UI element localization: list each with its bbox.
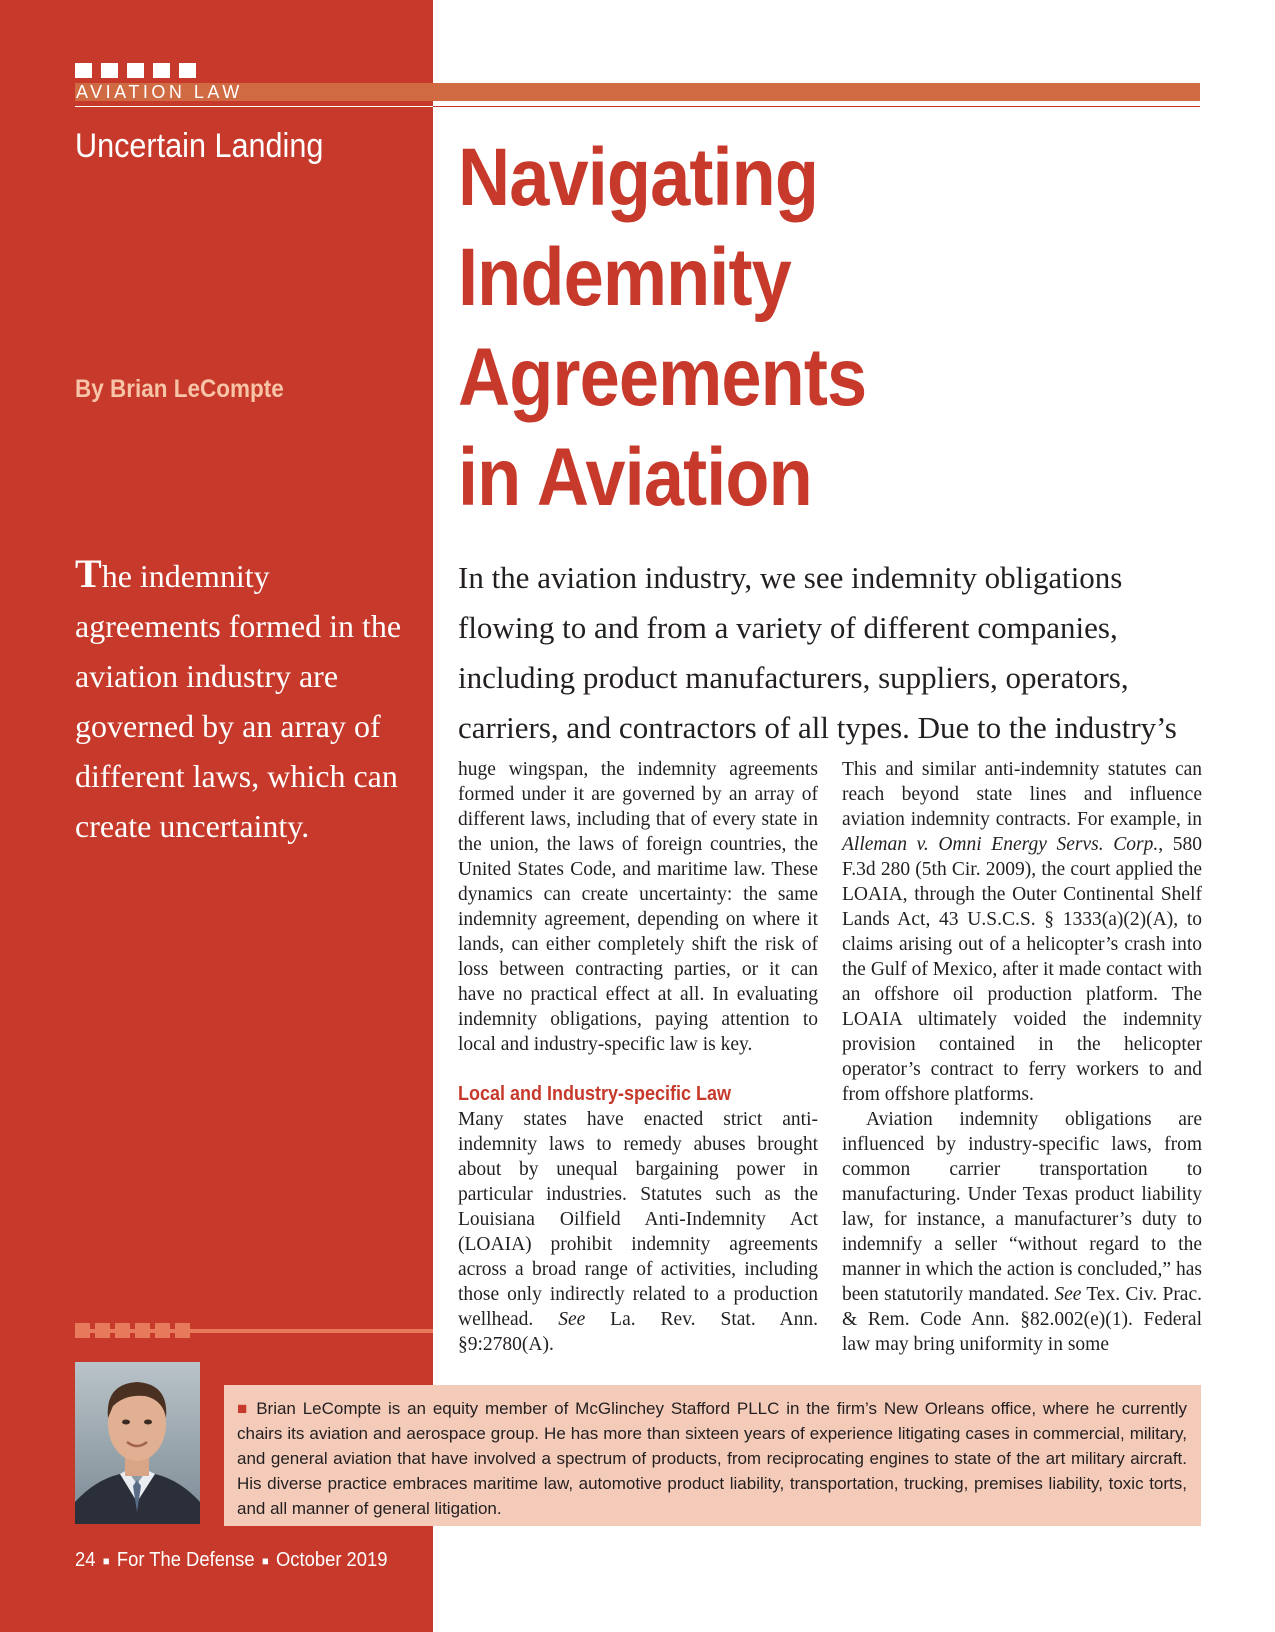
paragraph: huge wingspan, the indemnity agreements formed under it are governed by an array of different laws, including that of every state in the union, the laws of foreign countries, the United States Code, and maritime law. These dynamics can create uncertainty: the same indemnity agreement, depending on where it lands, can either completely shift the risk of loss between contracting parties, or it can have no practical effect at all. In evaluating indemnity obligations, paying attention to local and industry-specific law is key. <box>458 759 818 1055</box>
paragraph: Many states have enacted strict anti-indemnity laws to remedy abuses brought about by unequal bargaining power in particular industries. Statutes such as the Louisiana Oilfield Anti-Indemnity Act (LOAIA) prohibit indemnity agreements across a broad range of activities, including those only indirectly related to a production wellhead. See La. Rev. Stat. Ann. §9:2780(A). <box>458 1109 818 1355</box>
kicker: Uncertain Landing <box>75 127 324 165</box>
pull-quote-initial: T <box>75 551 102 596</box>
pull-quote <box>75 549 405 851</box>
bio-squares-decoration <box>75 1323 190 1338</box>
intro-line: In the aviation industry, we see indemnity obligations <box>458 560 1123 595</box>
byline: By Brian LeCompte <box>75 375 284 403</box>
body-column-2 <box>842 757 1202 1357</box>
bio-marker-icon: ■ <box>237 1399 250 1418</box>
see-signal: See <box>558 1309 586 1330</box>
intro-deck <box>458 553 1218 753</box>
section-squares-decoration <box>75 63 196 78</box>
page-number: 24 <box>75 1549 96 1571</box>
title-line: Navigating <box>458 132 819 223</box>
title-line: Indemnity <box>458 232 791 323</box>
author-bio <box>237 1396 1187 1521</box>
body-column-1 <box>458 757 818 1357</box>
intro-line: including product manufacturers, suppliers, operators, <box>458 660 1129 695</box>
see-signal: See <box>1054 1284 1082 1305</box>
publication-name: For The Defense <box>116 1549 255 1571</box>
intro-line: carriers, and contractors of all types. Due to the industry’s <box>458 710 1177 745</box>
section-band <box>75 83 1200 101</box>
title-line: in Aviation <box>458 432 812 523</box>
issue-date: October 2019 <box>275 1549 388 1571</box>
paragraph: Aviation indemnity obligations are influenced by industry-specific laws, from common carrier transportation to manufacturing. Under Texas product liability law, for instance, a manufacturer’s duty to indemnify a seller “without regard to the manner in which the action is concluded,” has been statutorily mandated. See Tex. Civ. Prac. & Rem. Code Ann. §82.002(e)(1). Federal law may bring uniformity in some <box>842 1109 1202 1355</box>
page-footer <box>75 1547 387 1574</box>
subheading: Local and Industry-specific Law <box>458 1083 732 1105</box>
author-photo <box>75 1362 200 1524</box>
section-label: AVIATION LAW <box>76 82 243 102</box>
pull-quote-text: he indemnity agreements formed in the aviation industry are governed by an array of different laws, which can create uncertainty. <box>75 558 402 844</box>
bio-text: Brian LeCompte is an equity member of McGlinchey Stafford PLLC in the firm’s New Orleans office, where he currently chairs its aviation and aerospace group. He has more than sixteen years of experience litigating cases in commercial, military, and general aviation that have involved a spectrum of products, from reciprocating engines to state of the art military aircraft. His diverse practice embraces maritime law, automotive product liability, transportation, trucking, premises liability, toxic torts, and all manner of general litigation. <box>237 1399 1187 1518</box>
article-title <box>458 128 1092 528</box>
section-rule-left <box>75 106 433 107</box>
case-citation: Alleman v. Omni Energy Servs. Corp. <box>842 834 1159 855</box>
paragraph: This and similar anti-indemnity statutes can reach beyond state lines and influence aviation indemnity contracts. For example, in Alleman v. Omni Energy Servs. Corp., 580 F.3d 280 (5th Cir. 2009), the court applied the LOAIA, through the Outer Continental Shelf Lands Act, 43 U.S.C.S. § 1333(a)(2)(A), to claims arising out of a helicopter’s crash into the Gulf of Mexico, after it made contact with an offshore oil production platform. The LOAIA ultimately voided the indemnity provision contained in the helicopter operator’s contract to ferry workers to and from offshore platforms. <box>842 759 1202 1105</box>
title-line: Agreements <box>458 332 867 423</box>
intro-line: flowing to and from a variety of different companies, <box>458 610 1118 645</box>
separator-icon: ■ <box>261 1553 269 1568</box>
separator-icon: ■ <box>102 1553 110 1568</box>
